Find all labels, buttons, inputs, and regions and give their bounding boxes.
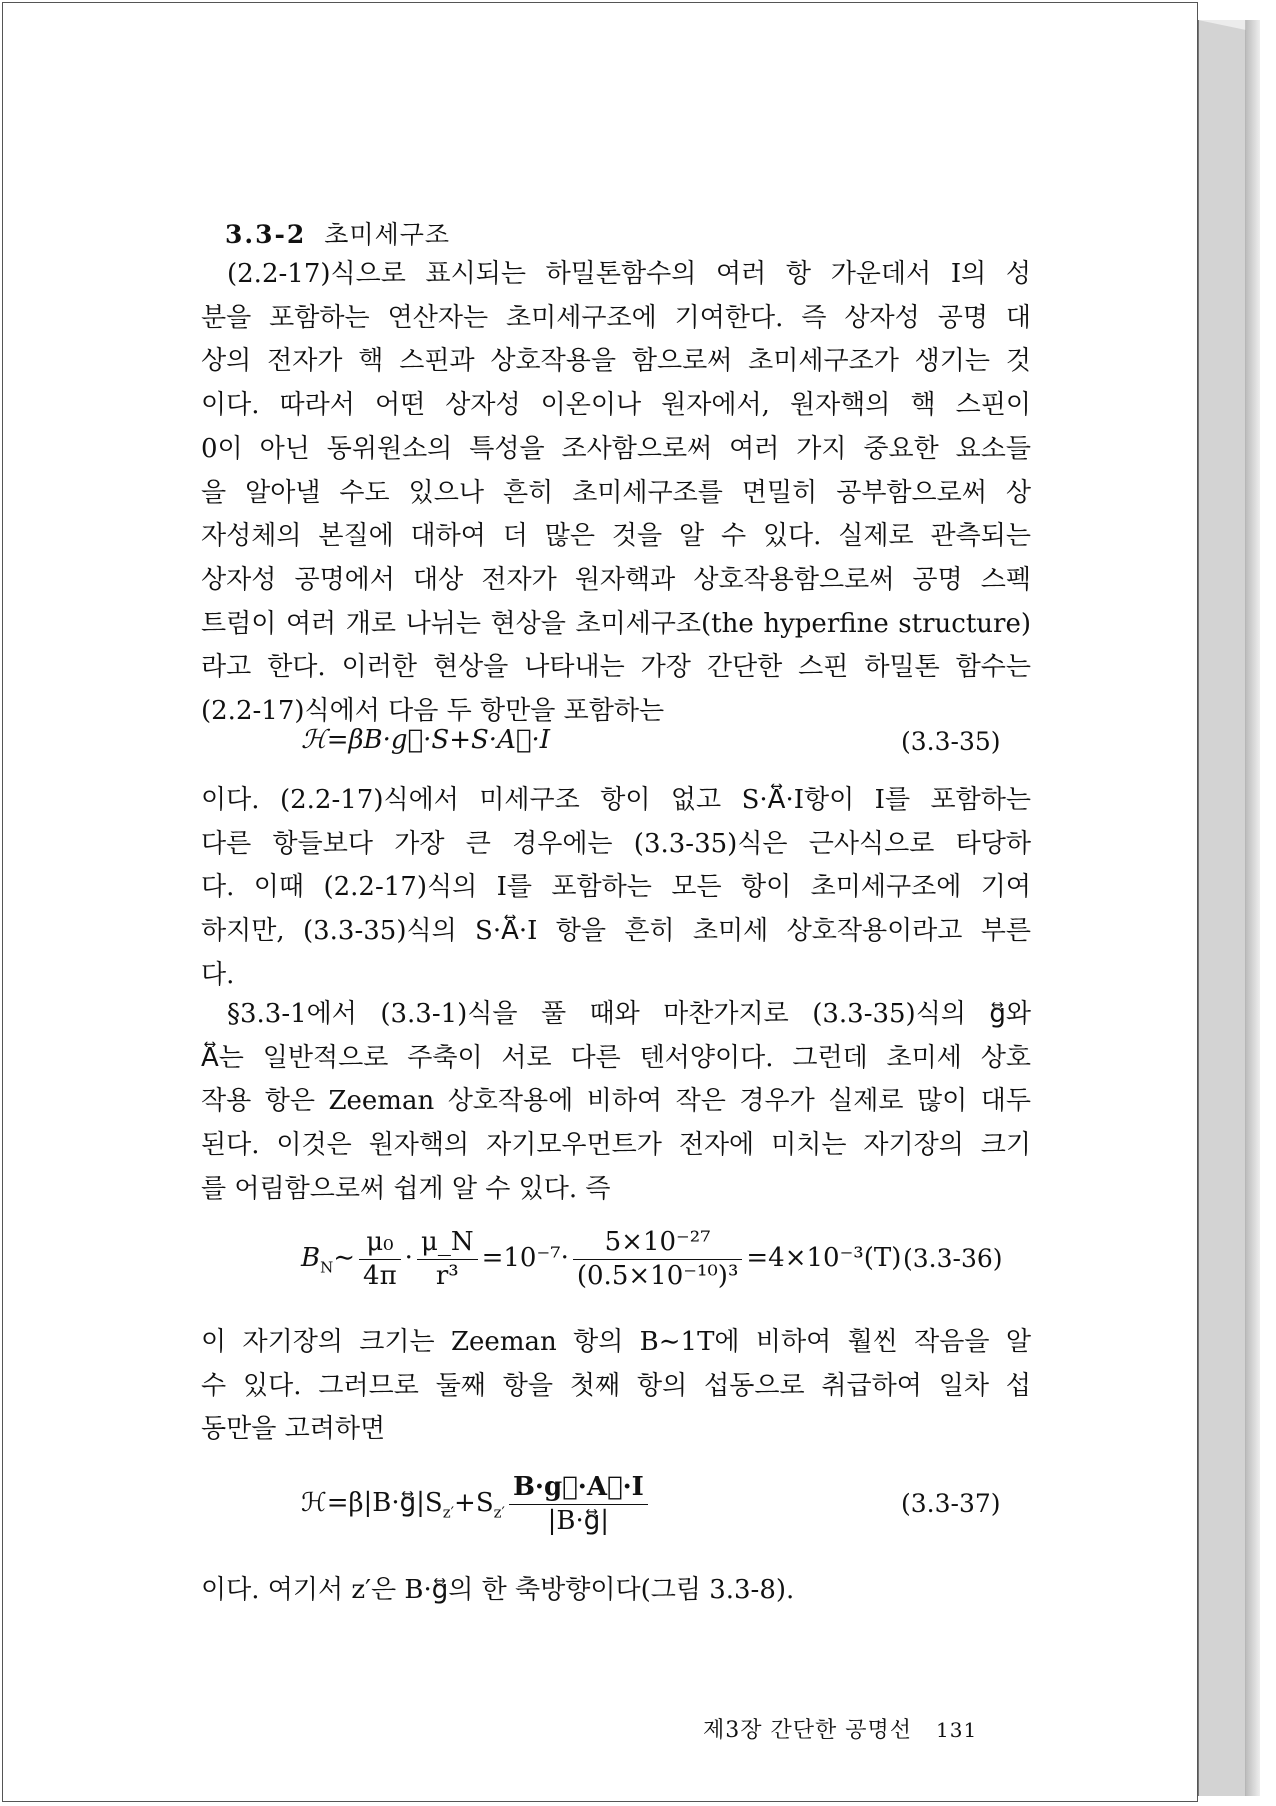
paragraph-4 [201,1321,1031,1452]
fraction [359,1228,401,1290]
fraction-denominator: 4π [363,1260,397,1291]
text-line: 트럼이 여러 개로 나뉘는 현상을 초미세구조(the hyperfine structure) [201,608,1031,639]
text-line: 이다. (2.2-17)식에서 미세구조 항이 없고 S·A⃡·I항이 I를 포함하는 [201,785,1031,815]
eq-operator: ∼ [333,1243,356,1274]
text-line: 다. [201,959,235,990]
paragraph-5 [201,1569,1031,1613]
text-line: §3.3-1에서 (3.3-1)식을 풀 때와 마찬가지로 (3.3-35)식의 g⃡와 [227,999,1031,1029]
text-line: A⃡는 일반적으로 주축이 서로 다른 텐서양이다. 그런데 초미세 상호 [201,1042,1031,1073]
eq-text: ℋ=β|B·g⃡|S [301,1488,443,1519]
paragraph-3 [201,993,1031,1212]
text-line: (2.2-17)식으로 표시되는 하밀톤함수의 여러 항 가운데서 I의 성 [227,259,1031,289]
eq-subscript: z′ [442,1503,455,1522]
text-line: 다른 항들보다 가장 큰 경우에는 (3.3-35)식은 근사식으로 타당하 [201,828,1031,859]
text-line: 자성체의 본질에 대하여 더 많은 것을 알 수 있다. 실제로 관측되는 [201,521,1031,552]
equation-3-3-36 [301,1228,901,1290]
text-line: 작용 항은 Zeeman 상호작용에 비하여 작은 경우가 실제로 많이 대두 [201,1086,1031,1117]
paragraph-2 [201,779,1031,998]
text-line: 수 있다. 그러므로 둘째 항을 첫째 항의 섭동으로 취급하여 일차 섭 [201,1370,1031,1401]
fraction-numerator: μ_N [417,1228,478,1260]
text-line: 된다. 이것은 원자핵의 자기모우먼트가 전자에 미치는 자기장의 크기 [201,1130,1031,1161]
eq-subscript: z′ [493,1503,505,1522]
equation-3-3-35: ℋ=βB·g⃡·S+S·A⃡·I [301,725,550,755]
text-line: 라고 한다. 이러한 현상을 나타내는 가장 간단한 스핀 하밀톤 함수는 [201,652,1031,683]
document-page [2,2,1198,1802]
text-line: 하지만, (3.3-35)식의 S·A⃡·I 항을 흔히 초미세 상호작용이라고 부른 [201,916,1031,947]
page-stack-edge [1198,20,1246,1796]
chapter-label: 제3장 간단한 공명선 [703,1718,912,1743]
eq-symbol: B [301,1243,321,1274]
section-heading [225,215,450,251]
fraction [417,1228,478,1290]
text-line: 상자성 공명에서 대상 전자가 원자핵과 상호작용함으로써 공명 스펙 [201,564,1031,595]
fraction-denominator: |B·g⃡| [547,1505,610,1536]
page-footer [703,1713,977,1744]
text-line: 이다. 여기서 z′은 B·g⃡의 한 축방향이다(그림 3.3-8). [201,1575,795,1605]
fraction-denominator: (0.5×10⁻¹⁰)³ [576,1260,739,1291]
paragraph-1 [201,253,1031,734]
text-line: 분을 포함하는 연산자는 초미세구조에 기여한다. 즉 상자성 공명 대 [201,302,1031,333]
fraction-denominator: r³ [435,1260,459,1291]
equation-3-3-37 [301,1473,652,1535]
text-line: 0이 아닌 동위원소의 특성을 조사함으로써 여러 가지 중요한 요소들 [201,433,1031,464]
fraction [509,1473,648,1535]
eq-text: =4×10⁻³(T) [746,1243,902,1274]
eq-operator: · [404,1243,413,1274]
equation-number: (3.3-37) [901,1489,1001,1518]
fraction-numerator: μ₀ [359,1228,401,1260]
text-line: 을 알아낼 수도 있으나 흔히 초미세구조를 면밀히 공부함으로써 상 [201,477,1031,508]
fraction-numerator: B·g⃡·A⃡·I [509,1473,648,1505]
text-line: 다. 이때 (2.2-17)식의 I를 포함하는 모든 항이 초미세구조에 기여 [201,872,1031,903]
eq-text: =10⁻⁷· [481,1243,569,1274]
text-line: 이 자기장의 크기는 Zeeman 항의 B∼1T에 비하여 훨씬 작음을 알 [201,1327,1031,1357]
text-line: 상의 전자가 핵 스핀과 상호작용을 함으로써 초미세구조가 생기는 것 [201,346,1031,377]
equation-number: (3.3-35) [901,727,1001,756]
eq-subscript: N [320,1258,334,1277]
text-line: (2.2-17)식에서 다음 두 항만을 포함하는 [201,696,665,727]
eq-text: +S [454,1488,494,1519]
text-line: 이다. 따라서 어떤 상자성 이온이나 원자에서, 원자핵의 핵 스핀이 [201,390,1031,421]
text-line: 동만을 고려하면 [201,1414,386,1445]
fraction [573,1228,743,1290]
section-title: 초미세구조 [324,220,451,249]
section-number: 3.3-2 [225,220,307,249]
page-shadow [1246,20,1260,1796]
text-line: 를 어림함으로써 쉽게 알 수 있다. 즉 [201,1173,611,1204]
fraction-numerator: 5×10⁻²⁷ [573,1228,743,1260]
page-number: 131 [936,1718,978,1742]
equation-number: (3.3-36) [903,1244,1003,1273]
